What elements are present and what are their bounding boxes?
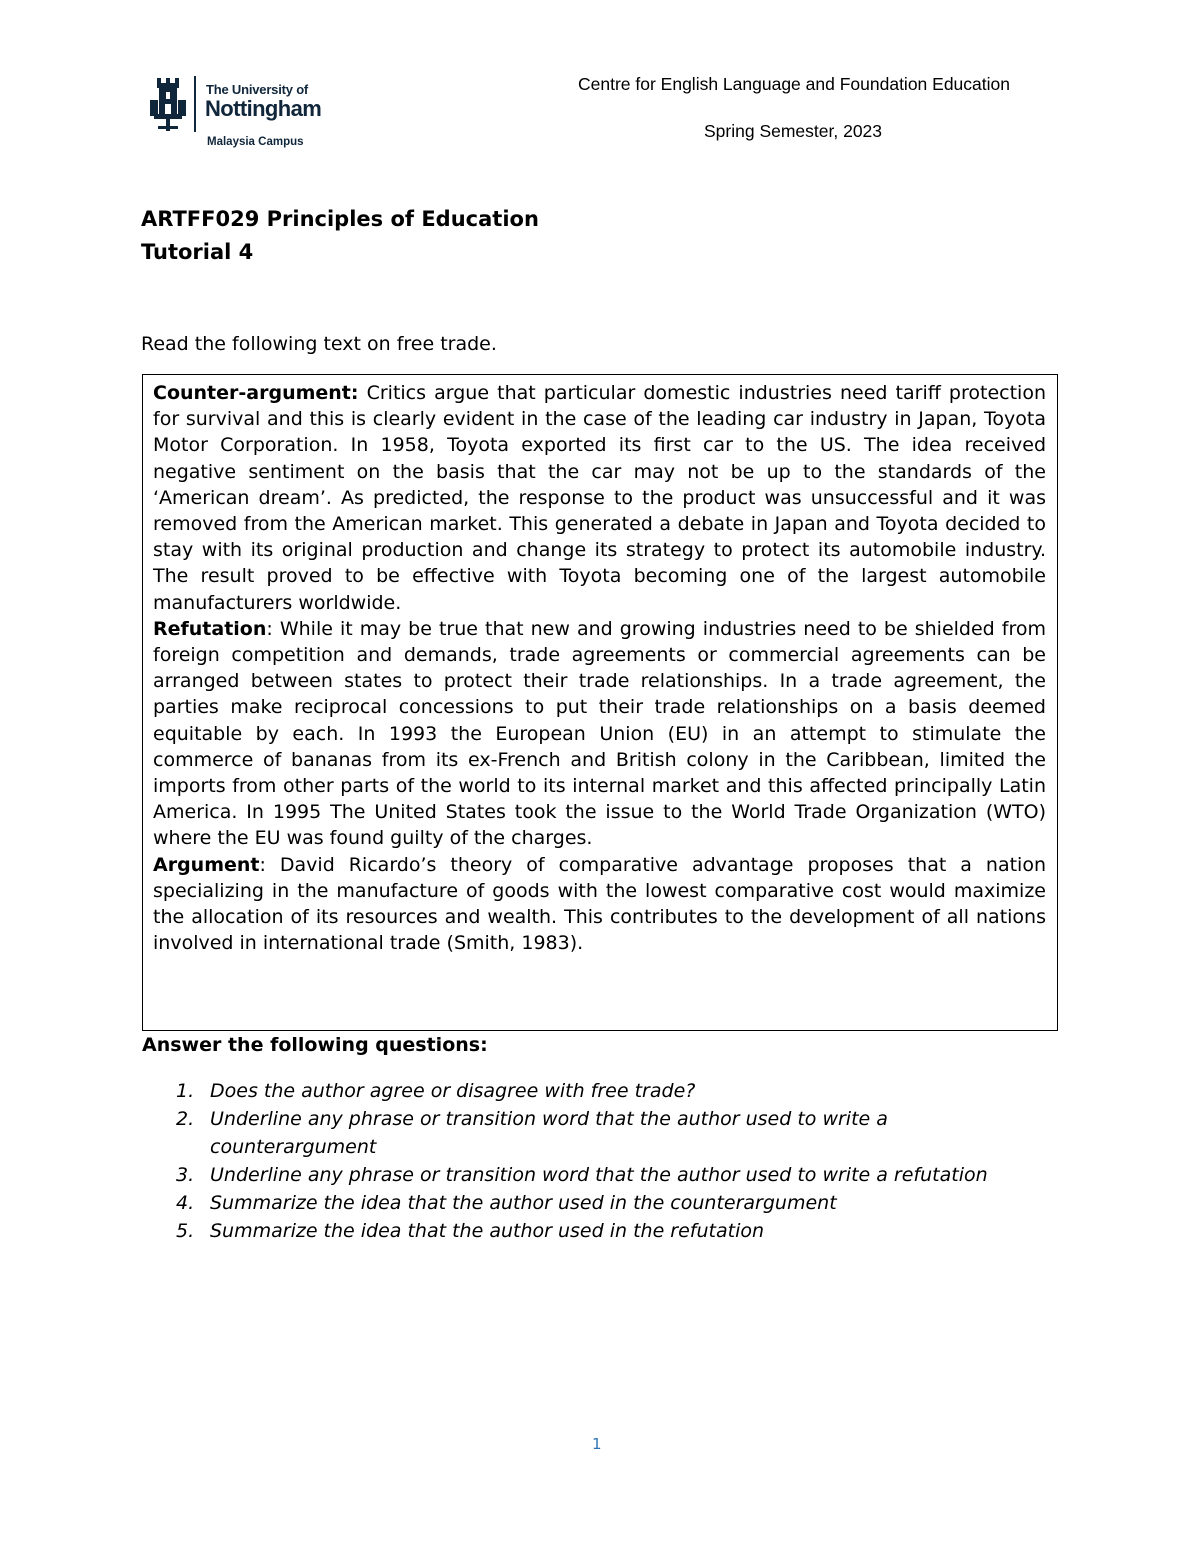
passage-label: Refutation bbox=[153, 617, 267, 640]
logo-divider bbox=[194, 76, 196, 132]
question-item bbox=[176, 1217, 1036, 1245]
course-title: ARTFF029 Principles of Education bbox=[141, 207, 539, 231]
question-number: 2. bbox=[176, 1108, 195, 1130]
questions-list bbox=[176, 1077, 1036, 1245]
question-text: Underline any phrase or transition word that the author used to write a refutation bbox=[210, 1164, 988, 1186]
question-text: Summarize the idea that the author used in the counterargument bbox=[210, 1192, 837, 1214]
questions-heading: Answer the following questions: bbox=[142, 1034, 488, 1056]
university-name-line2: Nottingham bbox=[205, 96, 322, 121]
page-number: 1 bbox=[592, 1435, 602, 1453]
passage-text: Critics argue that particular domestic industries need tariff protection for survival and this is clearly evident in the case of the leading car industry in Japan, Toyota Motor Corporation. In 1958, Toyota exported its first car to the US. The idea received negative sentiment on the basis that the car may not be up to the standards of the ‘American dream’. As predicted, the response to the product was unsuccessful and it was removed from the American market. This generated a debate in Japan and Toyota decided to stay with its original production and change its strategy to protect its automobile industry. The result proved to be effective with Toyota becoming one of the largest automobile manufacturers worldwide. bbox=[153, 382, 1046, 614]
passage-paragraph-refutation bbox=[153, 616, 1046, 852]
question-item bbox=[176, 1105, 1036, 1161]
question-number: 4. bbox=[176, 1192, 195, 1214]
question-item bbox=[176, 1161, 1036, 1189]
passage-box bbox=[142, 374, 1058, 1031]
question-number: 1. bbox=[176, 1080, 195, 1102]
centre-name: Centre for English Language and Foundation Education bbox=[578, 74, 1010, 94]
question-item bbox=[176, 1189, 1036, 1217]
castle-crest-icon bbox=[148, 76, 188, 132]
question-text: Underline any phrase or transition word that the author used to write a counterargument bbox=[210, 1108, 888, 1158]
document-title bbox=[141, 203, 539, 269]
passage-text: : David Ricardo’s theory of comparative advantage proposes that a nation specializing in the manufacture of goods with the lowest comparative cost would maximize the allocation of its resources and wealth. This contributes to the development of all nations involved in international trade (Smith, 1983). bbox=[153, 853, 1046, 955]
question-number: 5. bbox=[176, 1220, 195, 1242]
semester: Spring Semester, 2023 bbox=[704, 121, 883, 141]
question-number: 3. bbox=[176, 1164, 195, 1186]
intro-text: Read the following text on free trade. bbox=[141, 333, 497, 355]
question-text: Does the author agree or disagree with free trade? bbox=[210, 1080, 696, 1102]
question-item bbox=[176, 1077, 1036, 1105]
campus-name: Malaysia Campus bbox=[207, 136, 304, 148]
passage-text: : While it may be true that new and growing industries need to be shielded from foreign competition and demands, trade agreements or commercial agreements can be arranged between states to protect their trade relationships. In a trade agreement, the parties make reciprocal concessions to put their trade relationships on a basis deemed equitable by each. In 1993 the European Union (EU) in an attempt to stimulate the commerce of bananas from its ex-French and British colony in the Caribbean, limited the imports from other parts of the world to its internal market and this affected principally Latin America. In 1995 The United States took the issue to the World Trade Organization (WTO) where the EU was found guilty of the charges. bbox=[153, 617, 1046, 850]
university-logo bbox=[148, 74, 348, 154]
passage-label: Argument bbox=[153, 853, 260, 876]
passage-paragraph-argument bbox=[153, 852, 1046, 957]
passage-label: Counter-argument: bbox=[153, 382, 359, 404]
university-name-line1: The University of bbox=[206, 82, 309, 97]
question-text: Summarize the idea that the author used in the refutation bbox=[210, 1220, 765, 1242]
passage-paragraph-counter-argument bbox=[153, 380, 1046, 616]
tutorial-title: Tutorial 4 bbox=[141, 240, 254, 264]
